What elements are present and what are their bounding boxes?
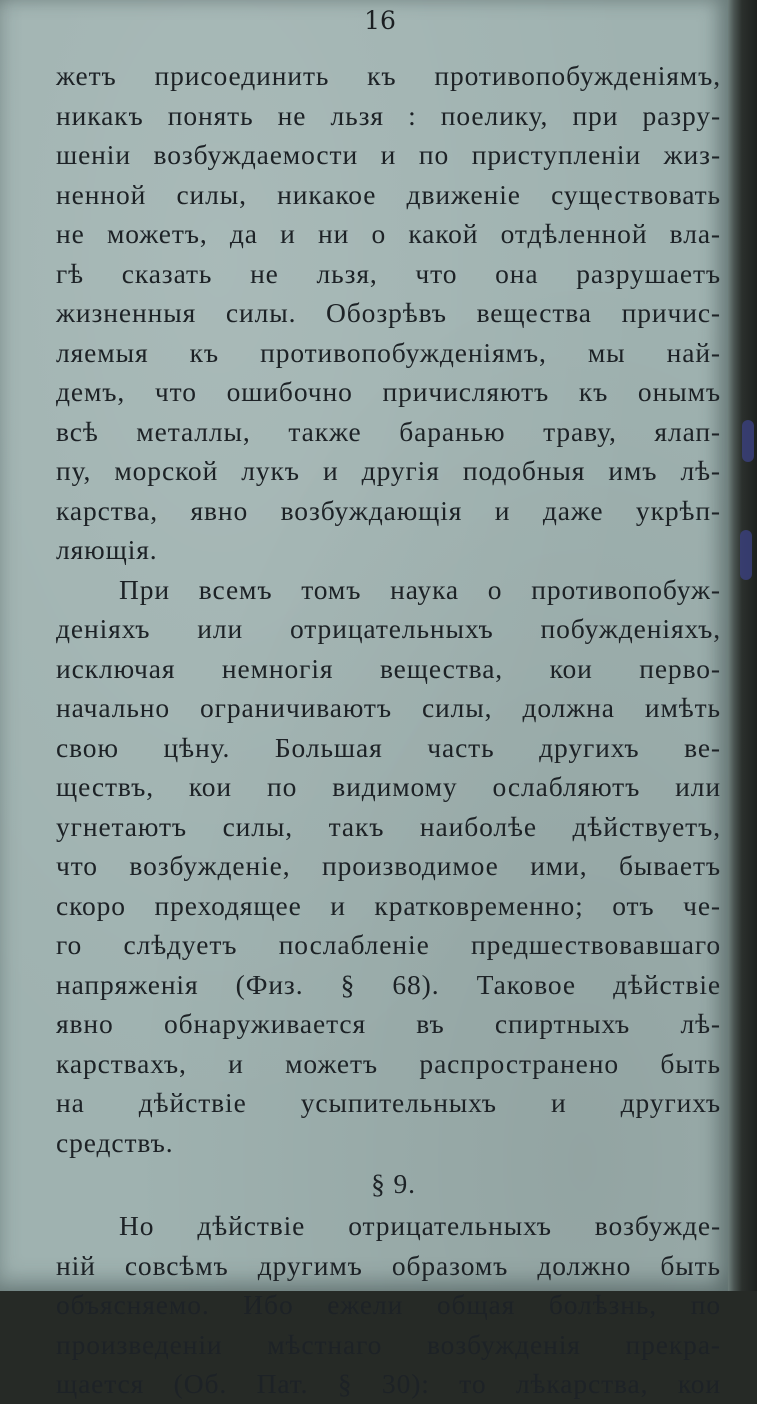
text-line: демъ, что ошибочно причисляютъ къ онымъ bbox=[56, 376, 721, 407]
text-line: карствахъ, и можетъ распространено быть bbox=[56, 1047, 721, 1079]
body-text bbox=[56, 56, 721, 1404]
text-line: При всемъ томъ наука о противопобуж- bbox=[119, 573, 721, 605]
text-line: произведеніи мѣстнаго возбужденія прекра- bbox=[56, 1328, 721, 1360]
text-line: явно обнаруживается въ спиртныхъ лѣ- bbox=[56, 1008, 721, 1039]
text-line: скоро преходящее и кратковременно; отъ че- bbox=[56, 889, 721, 921]
text-line: никакъ понять не льзя : поелику, при разру- bbox=[56, 99, 721, 131]
text-line: ній совсѣмъ другимъ образомъ должно быть bbox=[56, 1249, 721, 1281]
text-line: шеніи возбуждаемости и по приступленіи жиз- bbox=[56, 139, 721, 170]
text-line: исключая немногія вещества, кои перво- bbox=[56, 652, 721, 684]
edge-ink-mark bbox=[742, 420, 754, 462]
text-line: на дѣйствіе усыпительныхъ и другихъ bbox=[56, 1087, 721, 1118]
text-line: ляемыя къ противопобужденіямъ, мы най- bbox=[56, 336, 721, 368]
text-line: жизненныя силы. Обозрѣвъ вещества причис- bbox=[56, 297, 721, 328]
text-line: объясняемо. Ибо ежели общая болѣзнь, по bbox=[56, 1289, 721, 1320]
text-line: не можетъ, да и ни о какой отдѣленной вла- bbox=[56, 218, 721, 249]
text-line: свою цѣну. Большая часть другихъ ве- bbox=[56, 731, 721, 763]
text-line: ненной силы, никакое движеніе существовать bbox=[56, 178, 721, 210]
text-line: гѣ сказать не льзя, что она разрушаетъ bbox=[56, 257, 721, 289]
page-number: 16 bbox=[364, 6, 396, 35]
edge-ink-mark bbox=[740, 530, 752, 580]
text-line: напряженія (Физ. § 68). Таковое дѣйствіе bbox=[56, 968, 721, 1000]
text-line: средствъ. bbox=[56, 1126, 174, 1158]
text-line: что возбужденіе, производимое ими, бываетъ bbox=[56, 850, 721, 881]
text-line: жетъ присоединить къ противопобужденіямъ, bbox=[56, 60, 721, 91]
text-line: ляющія. bbox=[56, 534, 158, 565]
text-line: Но дѣйствіе отрицательныхъ возбужде- bbox=[119, 1210, 721, 1241]
text-line: начально ограничиваютъ силы, должна имѣть bbox=[56, 692, 721, 723]
text-line: деніяхъ или отрицательныхъ побужденіяхъ, bbox=[56, 613, 721, 644]
page-edge-shadow bbox=[728, 0, 757, 1291]
text-line: го слѣдуетъ послабленіе предшествовавшаго bbox=[56, 929, 721, 960]
text-line: карства, явно возбуждающія и даже укрѣп- bbox=[56, 494, 721, 526]
text-line: щается (Об. Пат. § 30): то лѣкарства, кои bbox=[56, 1368, 721, 1399]
text-line: ществъ, кои по видимому ослабляютъ или bbox=[56, 771, 721, 802]
text-line: угнетаютъ силы, такъ наиболѣе дѣйствуетъ, bbox=[56, 810, 721, 842]
text-line: пу, морской лукъ и другія подобныя имъ лѣ- bbox=[56, 455, 721, 486]
text-line: всѣ металлы, также баранью траву, ялап- bbox=[56, 415, 721, 447]
section-heading: § 9. bbox=[371, 1168, 416, 1199]
